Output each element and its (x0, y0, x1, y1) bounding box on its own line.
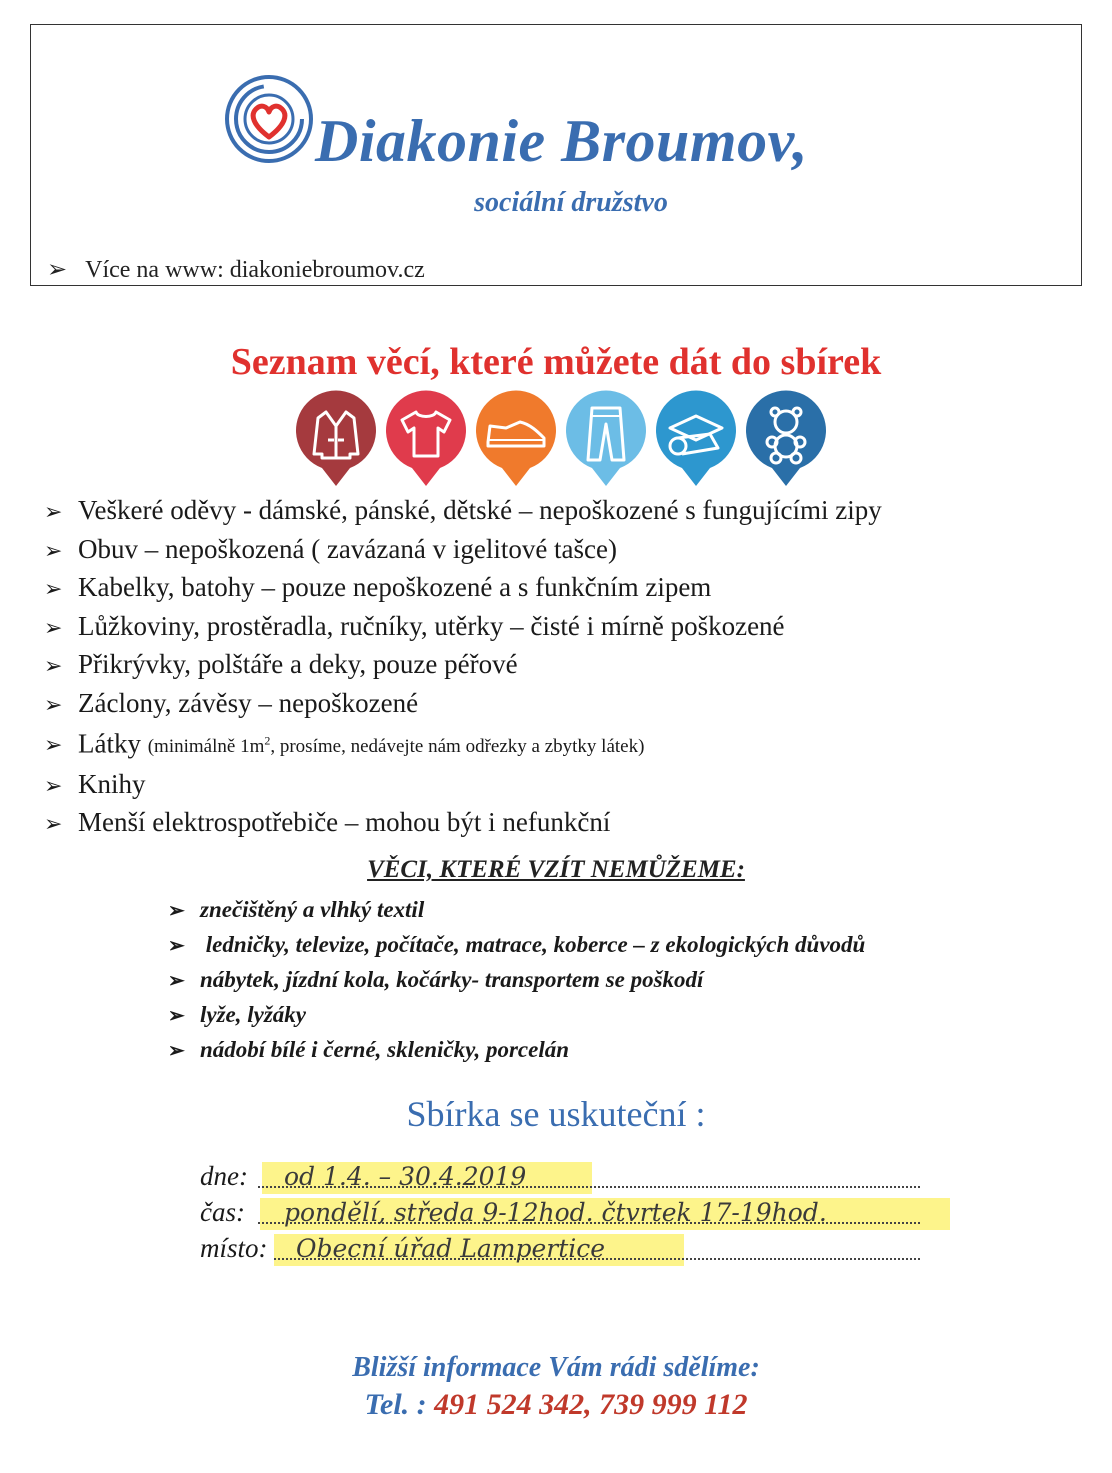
bullet-arrow-icon: ➢ (168, 900, 185, 922)
category-icons (292, 388, 832, 488)
contact-info-text: Bližší informace Vám rádi sdělíme: (352, 1352, 760, 1383)
list-item: ➢ Přikrývky, polštáře a deky, pouze péřové (44, 646, 882, 685)
bullet-arrow-icon: ➢ (44, 691, 63, 717)
teddy-bear-icon (742, 388, 830, 488)
time-value: pondělí, středa 9-12hod. čtvrtek 17-19hod. (284, 1198, 827, 1227)
date-label: dne: (200, 1161, 248, 1191)
bullet-arrow-icon: ➢ (44, 537, 63, 563)
fabric-note: (minimálně $1m^2$, prosíme, nedávejte nám odřezky a zbytky látek) (147, 734, 645, 758)
list-item: ➢ Kabelky, batohy – pouze nepoškozené a s funkčním zipem (44, 569, 882, 608)
list-item: ➢ nádobí bílé i černé, skleničky, porcelán (168, 1033, 865, 1068)
list-item: ➢ Veškeré oděvy - dámské, pánské, dětské – nepoškozené s fungujícími zipy (44, 492, 882, 531)
bullet-arrow-icon: ➢ (44, 576, 63, 601)
phone-numbers: 491 524 342, 739 999 112 (434, 1388, 748, 1421)
bullet-arrow-icon: ➢ (168, 935, 185, 957)
bedding-icon (652, 388, 740, 488)
website-line (47, 255, 425, 284)
bullet-arrow-icon: ➢ (44, 772, 63, 798)
bullet-arrow-icon: ➢ (47, 257, 68, 283)
date-value: od 1.4. – 30.4.2019 (284, 1162, 527, 1191)
diakonie-logo-icon (223, 73, 315, 165)
trousers-icon (562, 388, 650, 488)
place-value: Obecní úřad Lampertice (296, 1234, 606, 1263)
bullet-arrow-icon: ➢ (44, 653, 63, 678)
list-item: ➢ Knihy (44, 766, 882, 805)
list-item: ➢ znečištěný a vlhký textil (168, 893, 865, 928)
list-item: ➢ Látky (minimálně $1m^2$, prosíme, nedávejte nám odřezky a zbytky látek) (44, 723, 882, 766)
collection-title: Sbírka se uskuteční : (406, 1094, 706, 1134)
list-item: ➢ lyže, lyžáky (168, 998, 865, 1033)
contact-phone (0, 1388, 1112, 1422)
coat-icon (292, 388, 380, 488)
org-name: Diakonie Broumov, (315, 108, 808, 174)
list-item: ➢ Menší elektrospotřebiče – mohou být i nefunkční (44, 804, 882, 843)
bullet-arrow-icon: ➢ (168, 970, 185, 992)
accepted-items-list (44, 492, 882, 843)
bullet-arrow-icon: ➢ (44, 614, 63, 640)
time-label: čas: (200, 1197, 245, 1227)
list-item: ➢ Lůžkoviny, prostěradla, ručníky, utěrky – čisté i mírně poškozené (44, 608, 882, 647)
rejected-items-list (168, 893, 865, 1068)
page-title: Seznam věcí, které můžete dát do sbírek (230, 341, 882, 383)
bullet-arrow-icon: ➢ (44, 732, 63, 758)
list-item: ➢ Obuv – nepoškozená ( zavázaná v igelitové tašce) (44, 531, 882, 570)
place-label: místo: (200, 1233, 268, 1263)
collection-form (200, 1160, 960, 1268)
bullet-arrow-icon: ➢ (44, 499, 63, 524)
date-row (200, 1160, 920, 1196)
shoe-icon (472, 388, 560, 488)
bullet-arrow-icon: ➢ (44, 811, 63, 837)
bullet-arrow-icon: ➢ (168, 1005, 185, 1027)
place-row (200, 1232, 920, 1268)
phone-label: Tel. : (364, 1388, 427, 1421)
list-item: ➢ ledničky, televize, počítače, matrace, koberce – z ekologických důvodů (168, 928, 865, 963)
list-item: ➢ nábytek, jízdní kola, kočárky- transportem se poškodí (168, 963, 865, 998)
header-box (30, 24, 1082, 286)
website-text: Více na www: diakoniebroumov.cz (85, 257, 425, 283)
rejected-title: VĚCI, KTERÉ VZÍT NEMŮŽEME: (367, 856, 745, 883)
bullet-arrow-icon: ➢ (168, 1040, 185, 1062)
time-row (200, 1196, 920, 1232)
org-subtitle: sociální družstvo (474, 187, 668, 218)
list-item: ➢ Záclony, závěsy – nepoškozené (44, 685, 882, 724)
tshirt-icon (382, 388, 470, 488)
